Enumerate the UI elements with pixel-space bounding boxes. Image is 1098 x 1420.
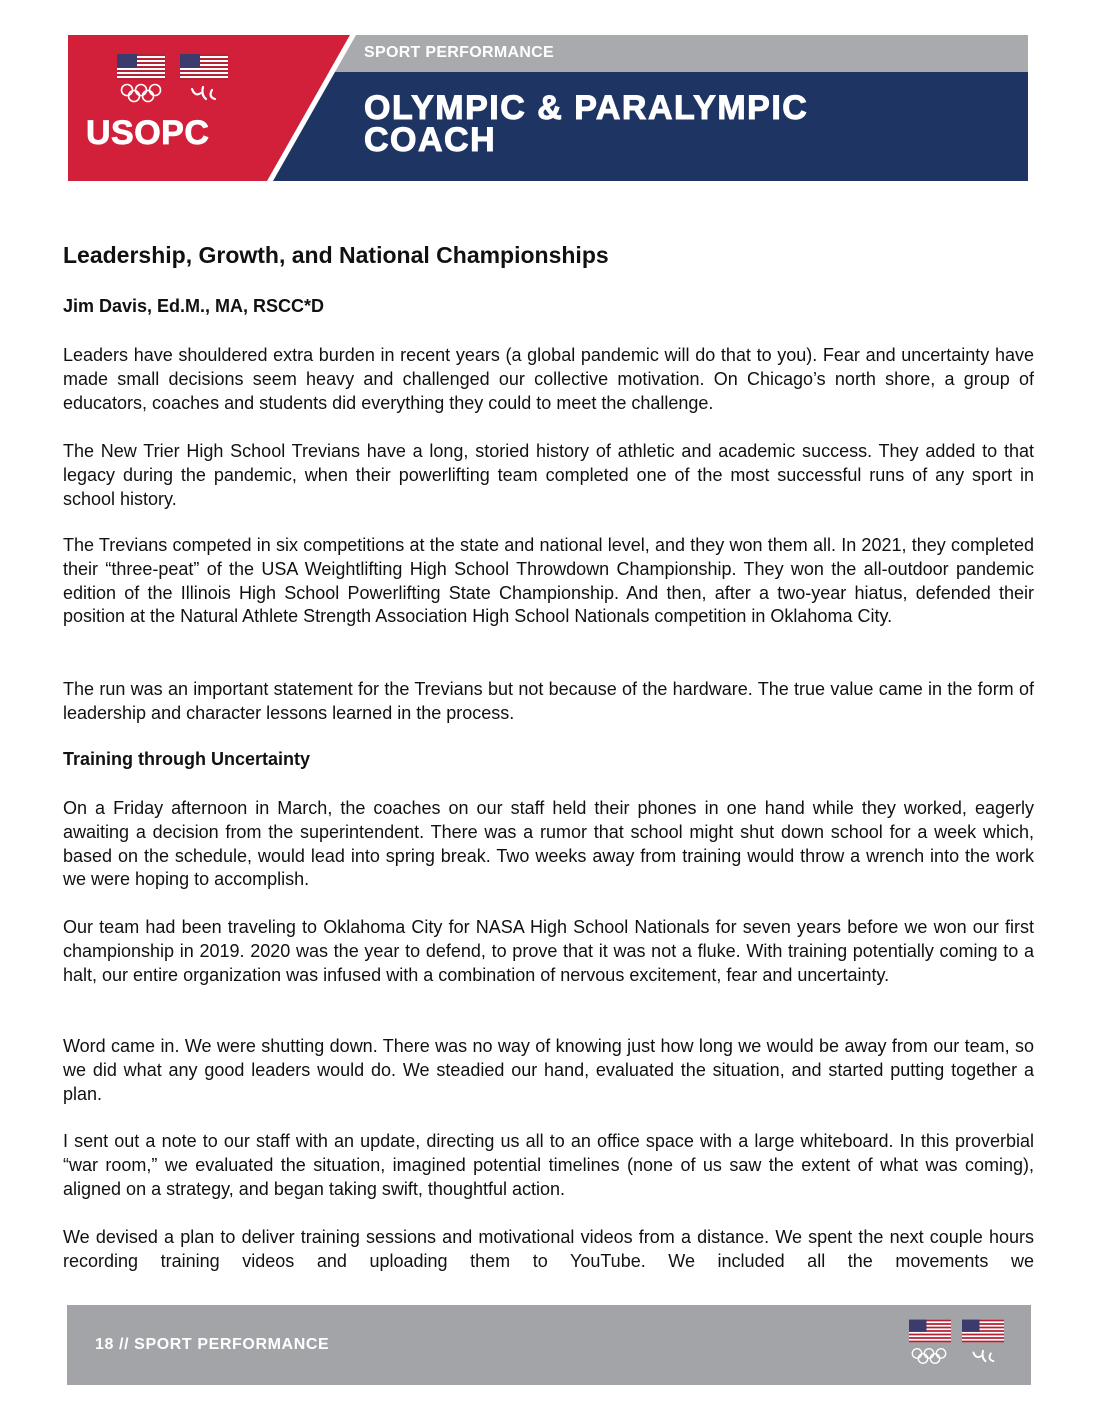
publication-title-line2: COACH [364,121,497,159]
publication-title [364,89,809,159]
article-author: Jim Davis, Ed.M., MA, RSCC*D [63,296,325,316]
olympic-rings-icon [120,83,162,103]
section-label: SPORT PERFORMANCE [364,44,554,61]
article-paragraph: Leaders have shouldered extra burden in recent years (a global pandemic will do that to you). Fear and uncertainty have made small decisions seem heavy and challenged our collective motivation. On Chicago’s north shore, a group of educators, coaches and students did everything they could to meet the challenge. [63,345,1034,413]
paralympic-agitos-icon [970,1347,996,1365]
paralympic-agitos-icon [188,83,218,103]
footer-page-label: 18 // SPORT PERFORMANCE [95,1336,330,1353]
publication-title-line1: OLYMPIC & PARALYMPIC [364,89,809,127]
header-banner [68,35,1028,181]
article-paragraph: The Trevians competed in six competitions at the state and national level, and they won them all. In 2021, they completed their “three-peat” of the USA Weightlifting High School Throwdown Championship. They won the all-outdoor pandemic edition of the Illinois High School Powerlifting State Championship. And then, after a two-year hiatus, defended their position at the Natural Athlete Strength Association High School Nationals competition in Oklahoma City. [63,535,1034,627]
article-paragraph: Our team had been traveling to Oklahoma City for NASA High School Nationals for seven years before we won our first championship in 2019. 2020 was the year to defend, to prove that it was not a fluke. With training potentially coming to a halt, our entire organization was infused with a combination of nervous excitement, fear and uncertainty. [63,917,1034,985]
article-paragraph: Word came in. We were shutting down. There was no way of knowing just how long we would be away from our team, so we did what any good leaders would do. We steadied our hand, evaluated the situation, and started putting together a plan. [63,1036,1034,1104]
article-paragraph: On a Friday afternoon in March, the coaches on our staff held their phones in one hand while they worked, eagerly awaiting a decision from the superintendent. There was a rumor that school might shut down school for a week which, based on the schedule, would lead into spring break. Two weeks away from training would throw a wrench into the work we were hoping to accomplish. [63,798,1034,890]
article-subheading: Training through Uncertainty [63,749,311,769]
us-flag-icon [909,1319,951,1343]
us-flag-icon [962,1319,1004,1343]
article-title: Leadership, Growth, and National Championships [63,242,609,268]
olympic-rings-icon [911,1347,947,1365]
article-paragraph: We devised a plan to deliver training sessions and motivational videos from a distance. We spent the next couple hours recording training videos and uploading them to YouTube. We included all the movements we [63,1227,1034,1271]
article-paragraph: I sent out a note to our staff with an update, directing us all to an office space with a large whiteboard. In this proverbial “war room,” we evaluated the situation, imagined potential timelines (none of us saw the extent of what was coming), aligned on a strategy, and began taking swift, thoughtful action. [63,1131,1034,1199]
article-paragraph: The New Trier High School Trevians have a long, storied history of athletic and academic success. They added to that legacy during the pandemic, when their powerlifting team completed one of the most successful runs of any sport in school history. [63,441,1034,509]
us-flag-icon [180,54,228,80]
page-footer [67,1305,1031,1385]
article-paragraph: The run was an important statement for the Trevians but not because of the hardware. The true value came in the form of leadership and character lessons learned in the process. [63,679,1034,723]
usopc-logo-text: USOPC [86,114,210,152]
us-flag-icon [117,54,165,80]
